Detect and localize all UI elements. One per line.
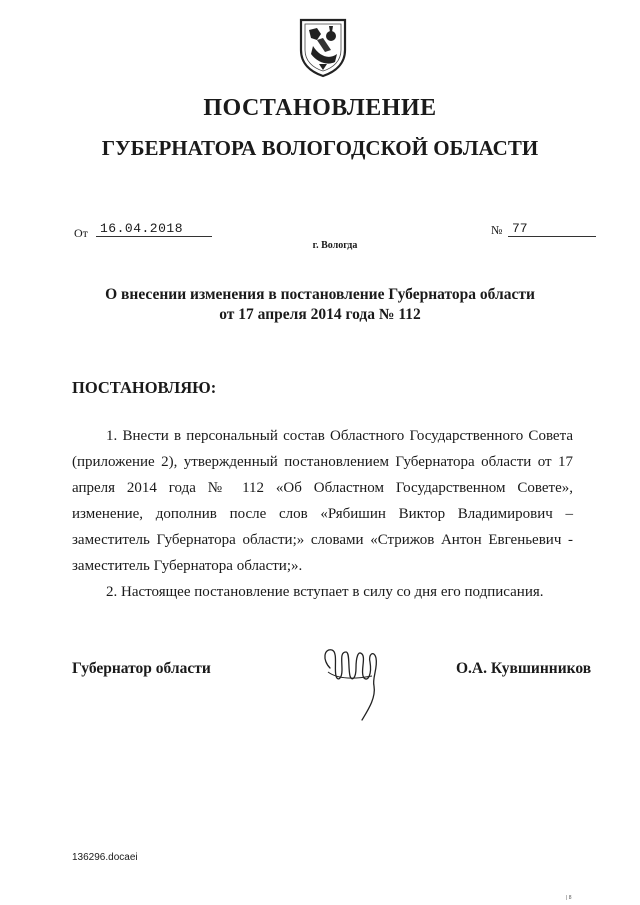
document-heading xyxy=(0,285,640,325)
heading-line-1: О внесении изменения в постановление Губернатора области xyxy=(105,286,535,303)
body-paragraph-2: 2. Настоящее постановление вступает в силу со дня его подписания. xyxy=(106,584,544,600)
city-label: г. Вологда xyxy=(312,240,358,251)
heading-line-2: от 17 апреля 2014 года № 112 xyxy=(219,306,421,323)
document-subtitle: ГУБЕРНАТОРА ВОЛОГОДСКОЙ ОБЛАСТИ xyxy=(101,136,539,160)
number-prefix: № xyxy=(491,223,503,237)
signature-icon xyxy=(316,638,386,726)
body-paragraph-1: 1. Внести в персональный состав Областного Государственного Совета (приложение 2), утвержденный постановлением Губернатора области от 17 апреля 2014 года № 112 «Об Областном Государственном Совете», изменение, дополнив после слов «Рябишин Виктор Владимирович – заместитель Губернатора области;» словами «Стрижов Антон Евгеньевич - заместитель Губернатора области;». xyxy=(72,428,573,574)
signer-name: О.А. Кувшинников xyxy=(456,660,592,677)
decree-label: ПОСТАНОВЛЯЮ: xyxy=(72,378,217,397)
document-title: ПОСТАНОВЛЕНИЕ xyxy=(203,95,437,121)
coat-of-arms-icon xyxy=(297,16,349,78)
document-date: 16.04.2018 xyxy=(96,220,212,237)
signer-position: Губернатор области xyxy=(72,660,211,677)
document-body xyxy=(72,423,573,605)
date-prefix: От xyxy=(74,226,88,240)
document-number: 77 xyxy=(508,220,596,237)
file-reference: 136296.docaei xyxy=(72,852,138,863)
page-mark: | 8 xyxy=(566,895,572,901)
